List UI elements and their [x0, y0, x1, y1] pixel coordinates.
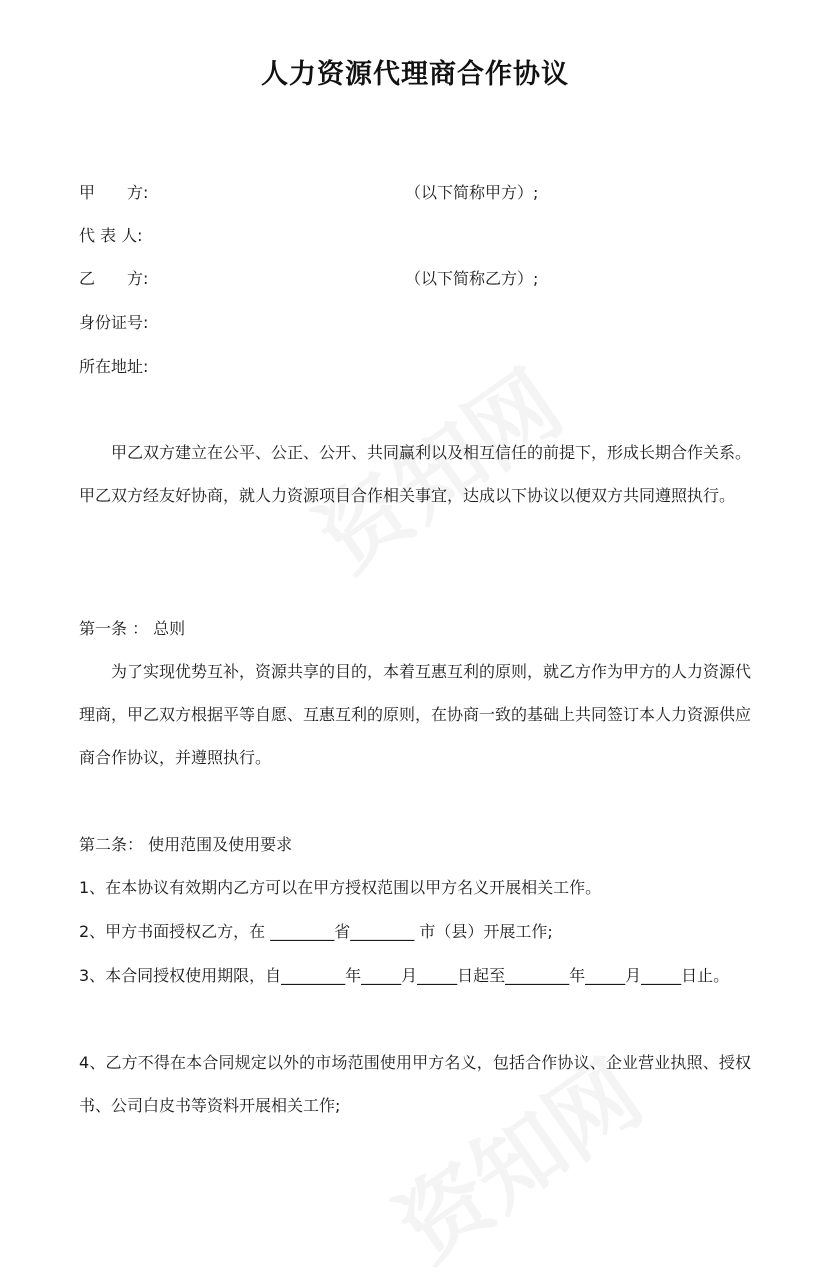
article-1-heading: 第一条 ： 总则	[79, 619, 186, 638]
party-b-note: （以下简称乙方）;	[405, 269, 539, 288]
article-2-heading: 第二条： 使用范围及使用要求	[79, 835, 293, 854]
document-title: 人力资源代理商合作协议	[261, 59, 569, 90]
article-1-body: 为了实现优势互补，资源共享的目的，本着互惠互利的原则，就乙方作为甲方的人力资源代理商，甲乙双方根据平等自愿、互惠互利的原则，在协商一致的基础上共同签订本人力资源供应商合作协议，并遵照执行。	[79, 662, 752, 767]
id-number-label: 身份证号:	[79, 313, 149, 332]
party-a-note: （以下简称甲方）;	[405, 183, 539, 202]
article-2-item: 2、甲方书面授权乙方，在 ________省________ 市（县）开展工作;	[79, 922, 553, 941]
preamble-paragraph: 甲乙双方建立在公平、公正、公开、共同赢利以及相互信任的前提下，形成长期合作关系。甲乙双方经友好协商，就人力资源项目合作相关事宜，达成以下协议以便双方共同遵照执行。	[79, 443, 752, 505]
article-2-item: 3、本合同授权使用期限，自________年_____月_____日起至________年_____月_____日止。	[79, 966, 730, 985]
article-2-item: 4、乙方不得在本合同规定以外的市场范围使用甲方名义，包括合作协议、企业营业执照、授权书、公司白皮书等资料开展相关工作;	[79, 1053, 751, 1115]
party-a-label: 甲 方:	[79, 183, 149, 202]
representative-label: 代 表 人:	[79, 226, 143, 245]
party-b-label: 乙 方:	[79, 269, 149, 288]
article-2-item: 1、在本协议有效期内乙方可以在甲方授权范围以甲方名义开展相关工作。	[79, 878, 602, 897]
address-label: 所在地址:	[79, 357, 149, 376]
